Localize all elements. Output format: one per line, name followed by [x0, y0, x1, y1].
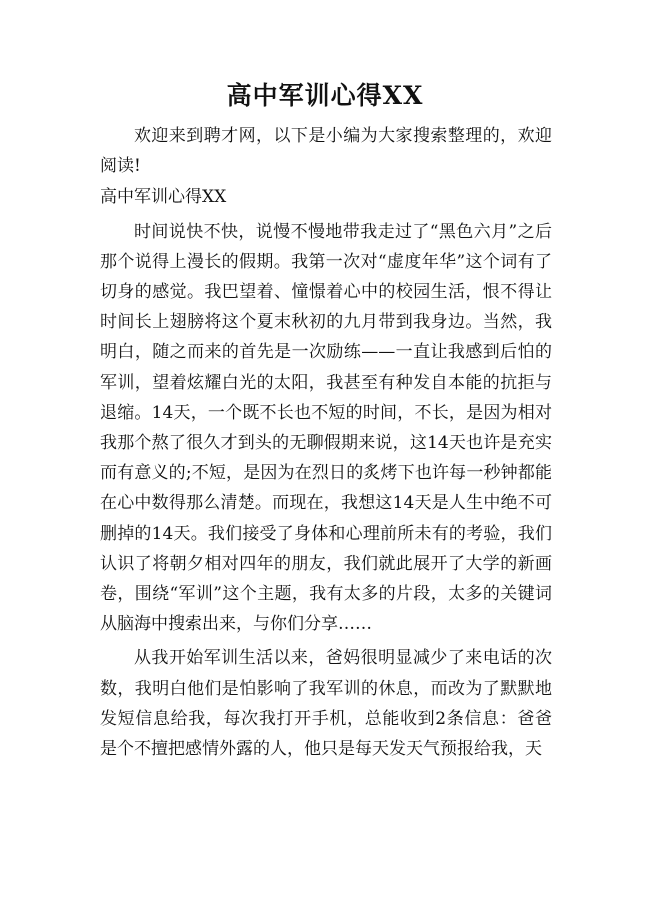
body-paragraph: 时间说快不快，说慢不慢地带我走过了“黑色六月”之后那个说得上漫长的假期。我第一次对“虚度年华”这个词有了切身的感觉。我巴望着、憧憬着心中的校园生活，恨不得让时间长上翅膀将这个夏末秋初的九月带到我身边。当然，我明白，随之而来的首先是一次励练——一直让我感到后怕的军训，望着炫耀白光的太阳，我甚至有种发自本能的抗拒与退缩。14天，一个既不长也不短的时间，不长，是因为相对我那个熬了很久才到头的无聊假期来说，这14天也许是充实而有意义的;不短，是因为在烈日的炙烤下也许每一秒钟都能在心中数得那么清楚。而现在，我想这14天是人生中绝不可删掉的14天。我们接受了身体和心理前所未有的考验，我们认识了将朝夕相对四年的朋友，我们就此展开了大学的新画卷，围绕“军训”这个主题，我有太多的片段，太多的关键词从脑海中搜索出来，与你们分享……: [100, 221, 552, 635]
document-body: [100, 121, 552, 768]
body-paragraph: 从我开始军训生活以来，爸妈很明显减少了来电话的次数，我明白他们是怕影响了我军训的休息，而改为了默默地发短信息给我，每次我打开手机，总能收到2条信息：爸爸是个不擅把感情外露的人，他只是每天发天气预报给我，天: [100, 648, 552, 760]
document-title: 高中军训心得XX: [226, 81, 424, 110]
document-subtitle: 高中军训心得XX: [100, 187, 227, 208]
intro-paragraph: 欢迎来到聘才网，以下是小编为大家搜索整理的，欢迎阅读!: [100, 126, 552, 177]
